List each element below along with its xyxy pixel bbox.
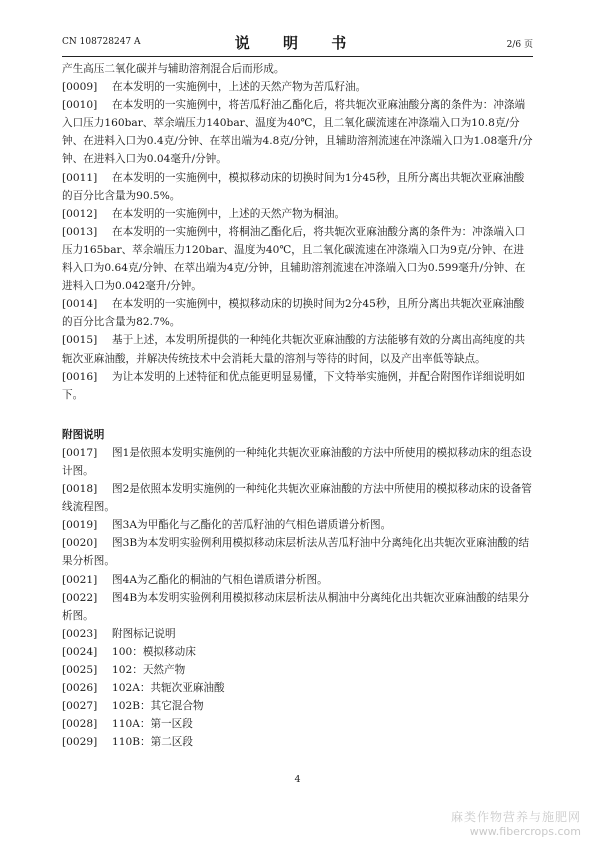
section-heading: 附图说明 [62, 428, 105, 441]
paragraph-number: [0025] [62, 664, 98, 676]
paragraph-0026 [62, 679, 533, 697]
paragraph-text: 为让本发明的上述特征和优点能更明显易懂，下文特举实施例，并配合附图作详细说明如下。 [62, 370, 526, 401]
paragraph-text: 在本发明的一实施例中，上述的天然产物为苦瓜籽油。 [112, 81, 367, 94]
paragraph-0028 [62, 715, 533, 733]
paragraph-text: 附图标记说明 [112, 627, 176, 640]
paragraph-0012 [62, 205, 533, 223]
paragraph-0017 [62, 444, 533, 480]
paragraph-number: [0028] [62, 718, 98, 731]
paragraph-number: [0026] [62, 682, 98, 695]
paragraph-number: [0023] [62, 627, 98, 640]
paragraph-0014 [62, 295, 533, 331]
page-number: 4 [294, 774, 301, 785]
paragraph-0016 [62, 368, 533, 404]
paragraph-text: 图4B为本发明实验例利用模拟移动床层析法从桐油中分离纯化出共轭次亚麻油酸的结果分析图。 [62, 591, 530, 622]
paragraph-0018 [62, 480, 533, 516]
paragraph-text: 110B：第二区段 [112, 736, 193, 749]
paragraph-0011 [62, 169, 533, 205]
paragraph-text: 100：模拟移动床 [112, 645, 196, 658]
paragraph-number: [0013] [62, 225, 98, 238]
paragraph-0029 [62, 733, 533, 751]
page-title: 说 明 书 [234, 34, 361, 52]
paragraph-0010 [62, 96, 533, 168]
paragraph-text: 图2是依照本发明实施例的一种纯化共轭次亚麻油酸的方法中所使用的模拟移动床的设备管线流程图。 [62, 483, 532, 514]
paragraph-text: 基于上述，本发明所提供的一种纯化共轭次亚麻油酸的方法能够有效的分离出高纯度的共轭次亚麻油酸，并解决传统技术中会消耗大量的溶剂与等待的时间，以及产出率低等缺点。 [62, 334, 526, 365]
paragraph-number: [0011] [62, 171, 98, 184]
paragraph-text: 在本发明的一实施例中，模拟移动床的切换时间为2分45秒，且所分离出共轭次亚麻油酸的百分比含量为82.7%。 [62, 298, 525, 329]
paragraph-number: [0022] [62, 591, 98, 604]
doc-number: CN 108728247 A [62, 37, 141, 47]
paragraph-text: 图3B为本发明实验例利用模拟移动床层析法从苦瓜籽油中分离纯化出共轭次亚麻油酸的结果分析图。 [62, 537, 530, 568]
watermark [451, 808, 581, 838]
paragraph-number: [0010] [62, 99, 98, 112]
paragraph-number: [0018] [62, 483, 98, 496]
page-header [62, 30, 533, 54]
page-reference: 2/6 页 [506, 40, 533, 50]
paragraph-text: 在本发明的一实施例中，将桐油乙酯化后，将共轭次亚麻油酸分离的条件为：冲涤端入口压力165bar、萃余端压力120bar、温度为40℃，且二氧化碳流速在冲涤端入口为9克/分钟、在进料入口为0.64克/分钟、在萃出端为4克/分钟，且辅助溶剂流速在冲涤端入口为0.599毫升/分钟、在进料入口为0.042毫升/分钟。 [62, 225, 526, 293]
paragraph-text: 110A：第一区段 [112, 718, 193, 731]
document-body [62, 60, 533, 751]
watermark-site-name: 麻类作物营养与施肥网 [450, 810, 581, 824]
paragraph-number: [0029] [62, 736, 98, 749]
paragraph-0025 [62, 661, 533, 679]
paragraph-intro: 产生高压二氧化碳并与辅助溶剂混合后而形成。 [62, 63, 285, 75]
paragraph-0019 [62, 516, 533, 534]
paragraph-0009 [62, 78, 533, 96]
paragraph-text: 图3A为甲酯化与乙酯化的苦瓜籽油的气相色谱质谱分析图。 [112, 519, 392, 532]
paragraph-number: [0021] [62, 573, 98, 586]
paragraph-number: [0017] [62, 446, 98, 459]
paragraph-0021 [62, 571, 533, 589]
paragraph-text: 在本发明的一实施例中，模拟移动床的切换时间为1分45秒，且所分离出共轭次亚麻油酸的百分比含量为90.5%。 [62, 171, 525, 202]
paragraph-0013 [62, 223, 533, 295]
paragraph-0022 [62, 589, 533, 625]
paragraph-0023 [62, 625, 533, 643]
paragraph-text: 图1是依照本发明实施例的一种纯化共轭次亚麻油酸的方法中所使用的模拟移动床的组态设计图。 [62, 446, 532, 477]
paragraph-0020 [62, 534, 533, 570]
paragraph-text: 在本发明的一实施例中，将苦瓜籽油乙酯化后，将共轭次亚麻油酸分离的条件为：冲涤端入口压力160bar、萃余端压力140bar、温度为40℃，且二氧化碳流速在冲涤端入口为10.8克/分钟、在进料入口为0.4克/分钟、在萃出端为4.8克/分钟，且辅助溶剂流速在冲涤端入口为1.08毫升/分钟、在进料入口为0.04毫升/分钟。 [62, 99, 533, 166]
paragraph-number: [0027] [62, 700, 98, 713]
paragraph-number: [0020] [62, 537, 98, 550]
paragraph-number: [0015] [62, 334, 98, 347]
paragraph-text: 图4A为乙酯化的桐油的气相色谱质谱分析图。 [112, 573, 328, 586]
paragraph-number: [0019] [62, 519, 98, 532]
paragraph-0024 [62, 643, 533, 661]
paragraph-number: [0014] [62, 298, 98, 311]
paragraph-text: 102B：其它混合物 [112, 700, 204, 713]
paragraph-0015 [62, 331, 533, 367]
header-rule [62, 56, 533, 57]
watermark-url: www.fibercrops.com [469, 825, 581, 838]
paragraph-number: [0009] [62, 81, 98, 94]
paragraph-text: 在本发明的一实施例中，上述的天然产物为桐油。 [112, 207, 346, 220]
paragraph-text: 102：天然产物 [112, 664, 186, 676]
paragraph-number: [0012] [62, 207, 98, 220]
paragraph-number: [0024] [62, 645, 98, 658]
paragraph-text: 102A：共轭次亚麻油酸 [112, 682, 225, 695]
paragraph-0027 [62, 697, 533, 715]
paragraph-number: [0016] [62, 370, 98, 383]
